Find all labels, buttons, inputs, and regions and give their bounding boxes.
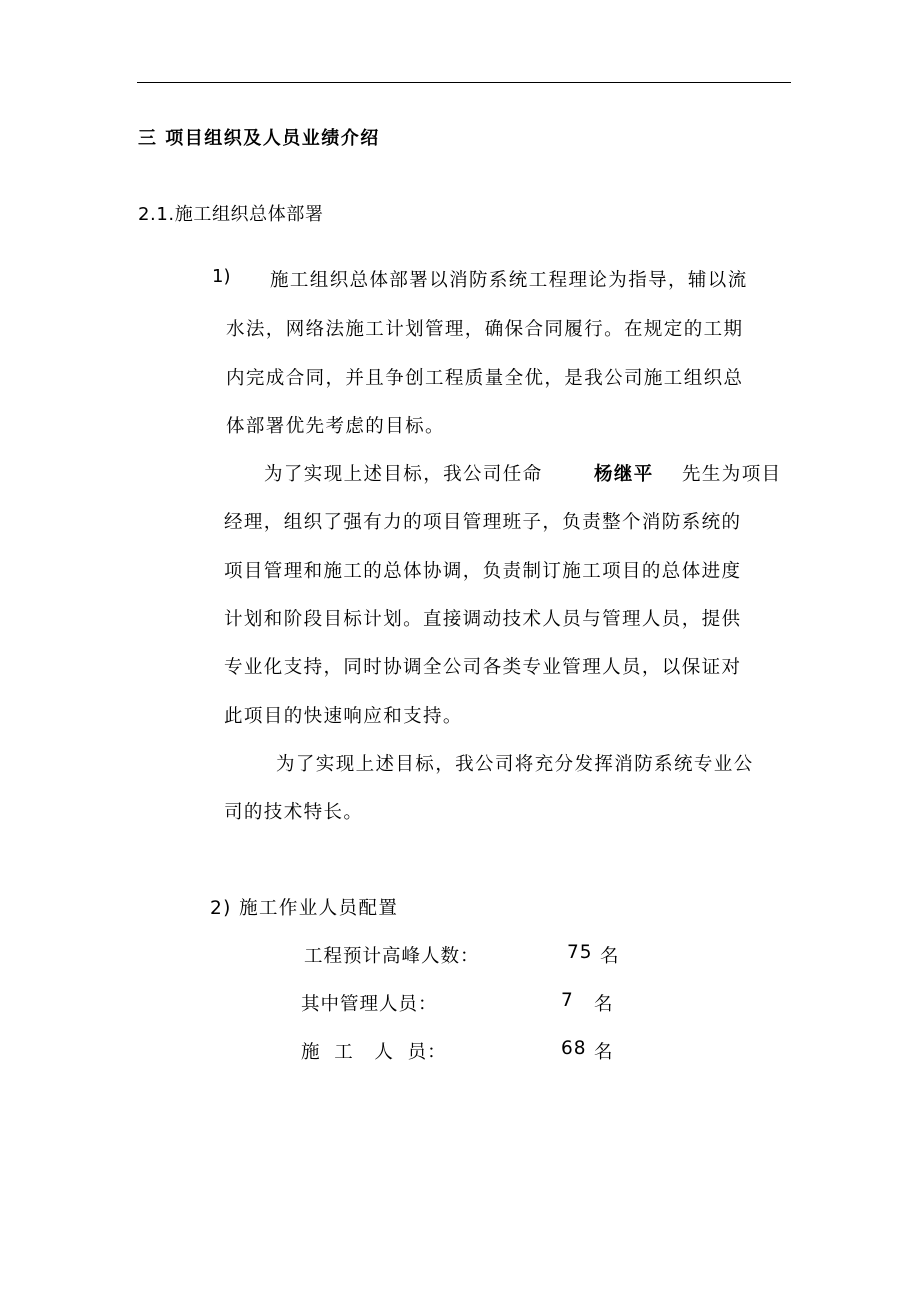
- staff-count: 75: [567, 942, 593, 963]
- paragraph-line: 此项目的快速响应和支持。: [224, 706, 463, 727]
- paragraph-line: 司的技术特长。: [224, 802, 364, 823]
- section-heading: 三 项目组织及人员业绩介绍: [138, 128, 380, 149]
- paragraph-line: 经理，组织了强有力的项目管理班子，负责整个消防系统的: [224, 512, 742, 533]
- header-rule: [137, 82, 791, 83]
- staff-unit: 名: [594, 994, 614, 1015]
- paragraph-line: 专业化支持，同时协调全公司各类专业管理人员，以保证对: [224, 657, 742, 678]
- item-heading-2: 2) 施工作业人员配置: [210, 898, 399, 919]
- staff-unit: 名: [600, 946, 620, 967]
- paragraph-line: 施工组织总体部署以消防系统工程理论为指导，辅以流: [270, 270, 748, 291]
- paragraph-line: 为了实现上述目标，我公司任命: [264, 464, 543, 485]
- staff-label: 工程预计高峰人数：: [304, 946, 480, 967]
- subsection-heading: 2.1.施工组织总体部署: [138, 204, 324, 225]
- item-number-1: 1): [212, 266, 231, 287]
- staff-count: 68: [561, 1038, 587, 1059]
- staff-count: 7: [561, 990, 574, 1011]
- staff-label: 其中管理人员：: [301, 994, 438, 1015]
- paragraph-line: 内完成合同，并且争创工程质量全优，是我公司施工组织总: [226, 368, 744, 389]
- manager-name: 杨继平: [594, 464, 654, 485]
- staff-label: 施 工 人 员：: [301, 1042, 447, 1063]
- paragraph-line: 为了实现上述目标，我公司将充分发挥消防系统专业公: [276, 754, 754, 775]
- paragraph-line: 项目管理和施工的总体协调，负责制订施工项目的总体进度: [224, 561, 742, 582]
- staff-unit: 名: [594, 1042, 614, 1063]
- paragraph-line: 水法，网络法施工计划管理，确保合同履行。在规定的工期: [226, 319, 744, 340]
- paragraph-line: 体部署优先考虑的目标。: [226, 416, 445, 437]
- paragraph-line: 计划和阶段目标计划。直接调动技术人员与管理人员，提供: [224, 609, 742, 630]
- paragraph-line: 先生为项目: [682, 464, 782, 485]
